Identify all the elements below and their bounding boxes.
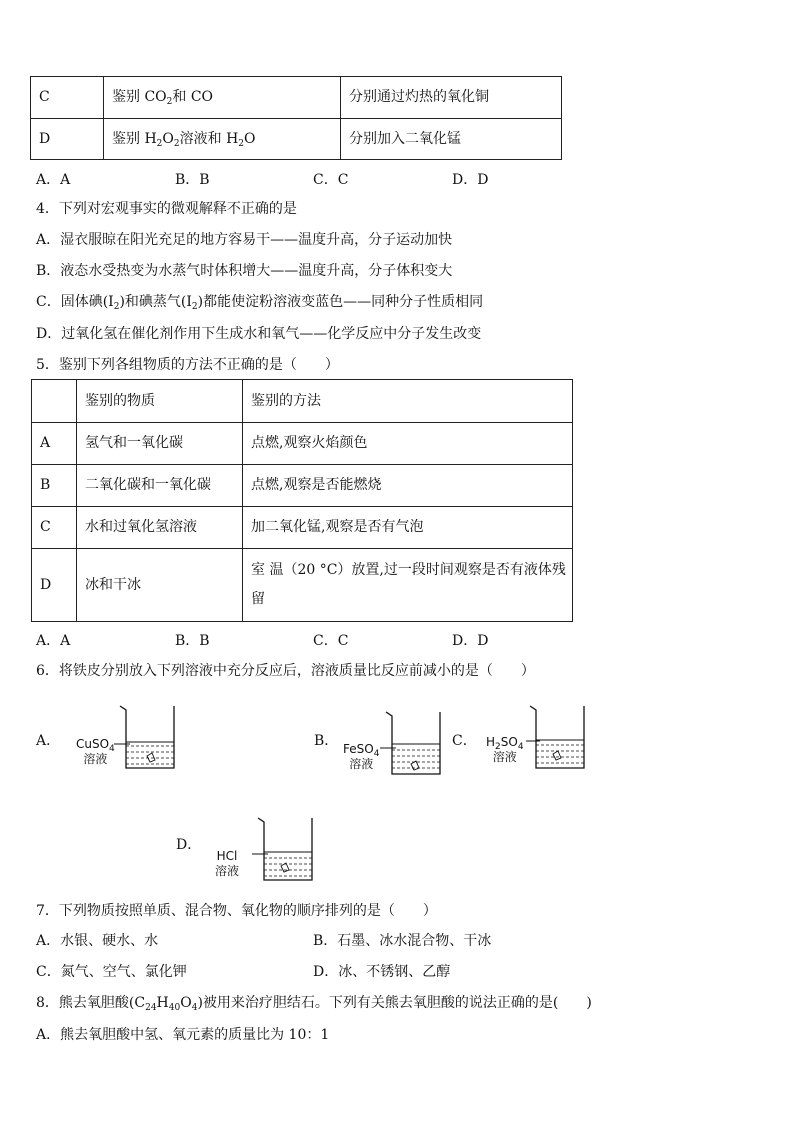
table-header-row xyxy=(32,380,573,423)
solution-label: HCl 溶液 xyxy=(215,849,240,878)
q4-option-b[interactable]: B．液态水受热变为水蒸气时体积增大——温度升高，分子体积变大 xyxy=(36,263,453,279)
q8-stem: 8．熊去氧胆酸$(C_{24}H_{40}O_4)$被用来治疗胆结石。下列有关熊去氧胆酸的说法正确的是( ) xyxy=(36,995,592,1013)
q7-option-a[interactable]: A．水银、硬水、水 xyxy=(36,933,159,949)
row-item: 氢气和一氧化碳 xyxy=(77,423,243,465)
q7-option-b[interactable]: B．石墨、冰水混合物、干冰 xyxy=(313,933,492,949)
table-row xyxy=(32,549,573,622)
q7-option-c[interactable]: C．氮气、空气、氯化钾 xyxy=(36,964,187,980)
row-method: 点燃,观察火焰颜色 xyxy=(243,423,573,465)
q5-table xyxy=(31,379,573,622)
q3-options xyxy=(0,169,794,187)
q4-option-d[interactable]: D．过氧化氢在催化剂作用下生成水和氧气——化学反应中分子发生改变 xyxy=(36,326,482,342)
beaker-icon xyxy=(252,816,318,884)
row-method: 分别通过灼热的氧化铜 xyxy=(341,77,562,119)
option-d[interactable]: D．D xyxy=(452,633,489,649)
row-key: B xyxy=(32,465,77,507)
q4-option-c[interactable]: C．固体碘$(I_2)$和碘蒸气$(I_2)$都能使淀粉溶液变蓝色——同种分子性质相同 xyxy=(36,294,484,312)
q5-stem: 5．鉴别下列各组物质的方法不正确的是（ ） xyxy=(36,357,339,373)
table-row xyxy=(32,507,573,549)
beaker-icon xyxy=(114,704,180,772)
q6-option-c-label[interactable]: C． xyxy=(452,733,477,749)
row-method: 分别加入二氧化锰 xyxy=(341,119,562,160)
q7-option-d[interactable]: D．冰、不锈钢、乙醇 xyxy=(313,964,451,980)
solution-label: CuSO$_4$ 溶液 xyxy=(76,737,115,766)
q4-option-a[interactable]: A．湿衣服晾在阳光充足的地方容易干——温度升高，分子运动加快 xyxy=(36,232,453,248)
row-key: D xyxy=(32,549,77,622)
row-key: D xyxy=(31,119,104,160)
option-b[interactable]: B．B xyxy=(175,172,210,188)
q8-option-a[interactable]: A．熊去氧胆酸中氢、氧元素的质量比为 10：1 xyxy=(36,1027,330,1043)
option-d[interactable]: D．D xyxy=(452,172,489,188)
q3-table xyxy=(30,76,562,160)
q5-options xyxy=(0,630,794,648)
table-row xyxy=(32,423,573,465)
row-key: C xyxy=(32,507,77,549)
table-row xyxy=(32,465,573,507)
row-key: C xyxy=(31,77,104,119)
row-item: 鉴别 $H_2O_2$溶液和 $H_2O$ xyxy=(104,119,341,160)
option-a[interactable]: A．A xyxy=(36,633,71,649)
beaker-icon xyxy=(380,710,446,778)
q6-option-d-label[interactable]: D． xyxy=(176,837,202,853)
row-method: 点燃,观察是否能燃烧 xyxy=(243,465,573,507)
option-a[interactable]: A．A xyxy=(36,172,71,188)
option-c[interactable]: C．C xyxy=(313,633,349,649)
q4-stem: 4．下列对宏观事实的微观解释不正确的是 xyxy=(36,201,297,217)
solution-label: FeSO$_4$ 溶液 xyxy=(343,742,380,771)
header-cell xyxy=(32,380,77,423)
row-method: 室 温（20 °C）放置,过一段时间观察是否有液体残留 xyxy=(243,549,573,622)
header-cell: 鉴别的方法 xyxy=(243,380,573,423)
option-c[interactable]: C．C xyxy=(313,172,349,188)
row-method: 加二氧化锰,观察是否有气泡 xyxy=(243,507,573,549)
row-item: 二氧化碳和一氧化碳 xyxy=(77,465,243,507)
option-b[interactable]: B．B xyxy=(175,633,210,649)
beaker-icon xyxy=(524,704,590,772)
row-item: 冰和干冰 xyxy=(77,549,243,622)
solution-label: $H_2SO_4$ 溶液 xyxy=(486,735,524,764)
row-item: 鉴别 $CO_2$和 CO xyxy=(104,77,341,119)
q7-stem: 7．下列物质按照单质、混合物、氧化物的顺序排列的是（ ） xyxy=(36,903,437,919)
header-cell: 鉴别的物质 xyxy=(77,380,243,423)
q6-stem: 6．将铁皮分别放入下列溶液中充分反应后，溶液质量比反应前减小的是（ ） xyxy=(36,663,535,679)
row-item: 水和过氧化氢溶液 xyxy=(77,507,243,549)
q6-option-a-label[interactable]: A． xyxy=(36,733,61,749)
q6-option-b-label[interactable]: B． xyxy=(314,733,339,749)
table-row xyxy=(31,119,562,160)
table-row xyxy=(31,77,562,119)
row-key: A xyxy=(32,423,77,465)
